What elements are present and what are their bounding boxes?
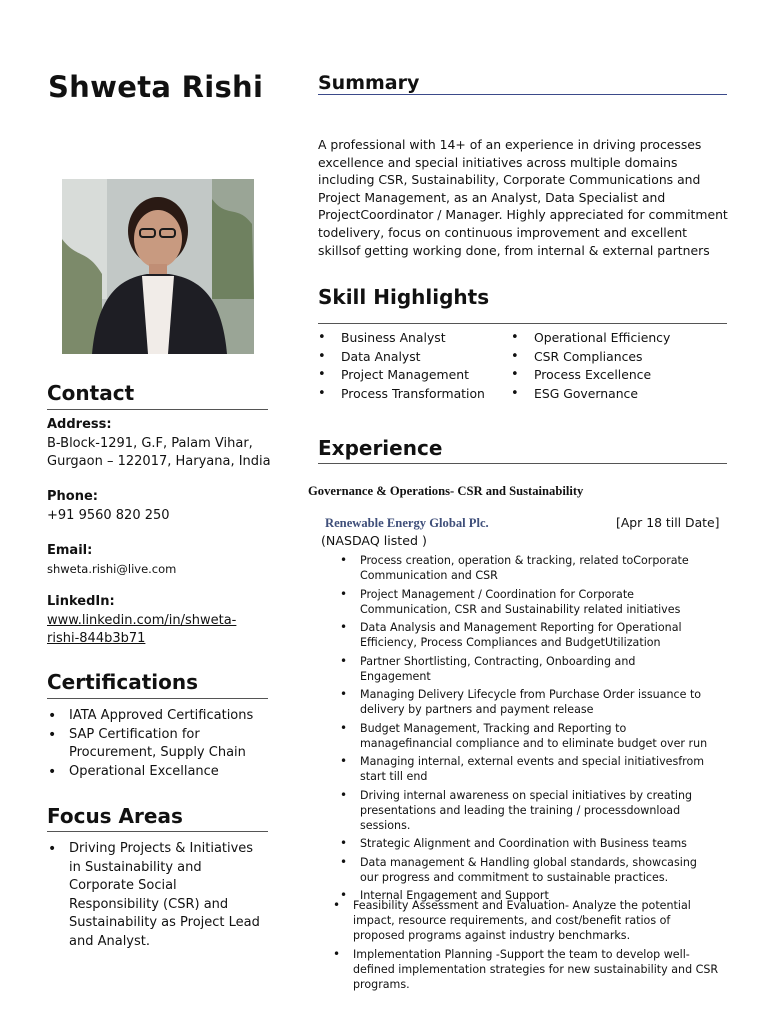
focus-area-item: • Driving Projects & Initiatives in Sustainability and Corporate Social Responsibility (CSR) and Sustainability as Project Lead and Analyst. — [47, 840, 269, 951]
experience-bullet: • Data Analysis and Management Reporting for Operational Efficiency, Process Compliances and BudgetUtilization — [340, 620, 708, 650]
certifications-list — [47, 707, 267, 781]
certification-item: • IATA Approved Certifications — [47, 707, 267, 726]
contact-divider — [47, 409, 268, 410]
candidate-name: Shweta Rishi — [48, 70, 264, 104]
skill-item: • Process Excellence — [511, 366, 726, 385]
experience-bullet: • Budget Management, Tracking and Reporting to managefinancial compliance and to eliminate budget over run — [340, 721, 708, 751]
experience-bullet: • Data management & Handling global standards, showcasing our progress and commitment to sustainable practices. — [340, 855, 708, 885]
job-role: Governance & Operations- CSR and Sustainability — [308, 484, 584, 498]
address-line-2: Gurgaon – 122017, Haryana, India — [47, 454, 271, 469]
experience-bullets-secondary — [333, 898, 723, 995]
focus-areas-divider — [47, 831, 268, 832]
summary-heading: Summary — [318, 72, 420, 94]
experience-bullet: • Strategic Alignment and Coordination with Business teams — [340, 836, 708, 851]
experience-bullet: • Driving internal awareness on special initiatives by creating presentations and leading the training / processdownload sessions. — [340, 788, 708, 833]
skill-highlights-heading: Skill Highlights — [318, 285, 490, 309]
skill-item: • CSR Compliances — [511, 348, 726, 367]
linkedin-link-line-2[interactable]: rishi-844b3b71 — [47, 631, 146, 646]
certification-item: • SAP Certification for Procurement, Supply Chain — [47, 726, 267, 763]
linkedin-link-line-1[interactable]: www.linkedin.com/in/shweta- — [47, 613, 237, 628]
skill-item: • Project Management — [318, 366, 508, 385]
experience-bullet: • Feasibility Assessment and Evaluation- Analyze the potential impact, resource requirements, and cost/benefit ratios of proposed programs against industry benchmarks. — [333, 898, 723, 943]
experience-bullet: • Implementation Planning -Support the team to develop well-defined implementation strategies for new sustainability and CSR programs. — [333, 947, 723, 992]
experience-bullet: • Project Management / Coordination for Corporate Communication, CSR and Sustainability related initiatives — [340, 587, 708, 617]
experience-heading: Experience — [318, 436, 443, 460]
focus-areas-list — [47, 840, 269, 951]
summary-divider — [318, 94, 727, 95]
email-label: Email: — [47, 543, 93, 558]
certifications-divider — [47, 698, 268, 699]
skills-list-left — [318, 329, 508, 403]
skill-item: • Business Analyst — [318, 329, 508, 348]
skill-item: • ESG Governance — [511, 385, 726, 404]
skill-item: • Data Analyst — [318, 348, 508, 367]
experience-bullet: • Partner Shortlisting, Contracting, Onboarding and Engagement — [340, 654, 708, 684]
experience-bullet: • Process creation, operation & tracking, related toCorporate Communication and CSR — [340, 553, 708, 583]
phone-label: Phone: — [47, 489, 98, 504]
company-listing: (NASDAQ listed ) — [321, 533, 427, 548]
skills-list-right — [511, 329, 726, 403]
experience-bullet: • Managing Delivery Lifecycle from Purchase Order issuance to delivery by partners and payment release — [340, 687, 708, 717]
certification-item: • Operational Excellance — [47, 763, 267, 782]
focus-areas-heading: Focus Areas — [47, 804, 183, 828]
experience-bullet: • Internal Engagement and Support — [340, 888, 708, 903]
skill-item: • Process Transformation — [318, 385, 508, 404]
skill-highlights-divider — [318, 323, 727, 324]
profile-photo — [62, 179, 254, 354]
experience-bullets — [340, 553, 708, 907]
address-label: Address: — [47, 417, 112, 432]
linkedin-label: LinkedIn: — [47, 594, 115, 609]
contact-heading: Contact — [47, 381, 135, 405]
address-line-1: B-Block-1291, G.F, Palam Vihar, — [47, 436, 253, 451]
job-dates: [Apr 18 till Date] — [616, 515, 720, 530]
profile-photo-image — [62, 179, 254, 354]
experience-bullet: • Managing internal, external events and special initiativesfrom start till end — [340, 754, 708, 784]
certifications-heading: Certifications — [47, 670, 198, 694]
skill-item: • Operational Efficiency — [511, 329, 726, 348]
company-name: Renewable Energy Global Plc. — [325, 516, 489, 530]
summary-text: A professional with 14+ of an experience in driving processes excellence and special initiatives across multiple domains including CSR, Sustainability, Corporate Communications and Project Management, as an Analyst, Data Specialist and ProjectCoordinator / Manager. Highly appreciated for commitment todelivery, focus on continuous improvement and excellent skillsof getting working done, from internal & external partners — [318, 137, 728, 258]
email-value[interactable]: shweta.rishi@live.com — [47, 562, 177, 576]
phone-value: +91 9560 820 250 — [47, 508, 170, 523]
experience-divider — [318, 463, 727, 464]
